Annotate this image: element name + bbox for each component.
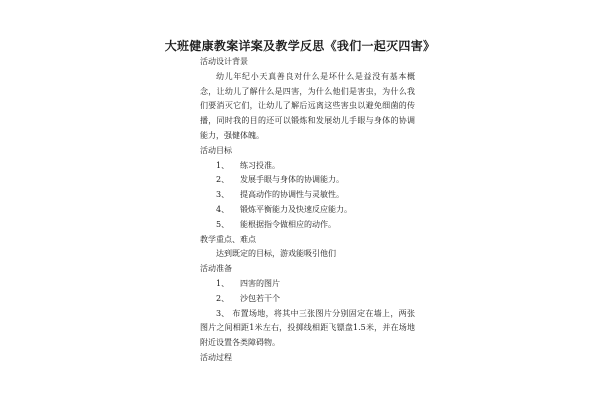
preparation-text: 四害的图片 <box>240 278 280 288</box>
goal-item <box>200 159 415 174</box>
goal-text: 提高动作的协调性与灵敏性。 <box>240 190 344 200</box>
preparation-item <box>200 307 415 351</box>
preparation-number: 2、 <box>216 293 230 303</box>
section-heading-goals: 活动目标 <box>200 145 232 155</box>
section-heading-preparation: 活动准备 <box>200 264 232 274</box>
background-paragraph: 幼儿年纪小天真善良对什么是坏什么是益没有基本概念，让幼儿了解什么是四害，为什么他们是害虫，为什么我们要消灭它们，让幼儿了解后远离这些害虫以避免细菌的传播，同时我的目的还可以锻炼和发展幼儿手眼与身体的协调能力，强健体魄。 <box>200 71 415 140</box>
document-body <box>200 55 415 366</box>
goal-number: 1、 <box>216 160 230 170</box>
section-heading-background: 活动设计背景 <box>200 57 248 66</box>
goal-text: 锻炼平衡能力及快速反应能力。 <box>240 204 352 214</box>
goal-number: 4、 <box>216 204 230 214</box>
goal-item <box>200 203 415 218</box>
goal-text: 发展手眼与身体的协调能力。 <box>240 175 344 185</box>
goal-item <box>200 173 415 188</box>
goal-text: 能根据指令做相应的动作。 <box>240 219 336 229</box>
section-heading-process: 活动过程 <box>200 352 232 362</box>
goal-item <box>200 218 415 233</box>
preparation-number: 3、 <box>216 308 230 318</box>
preparation-number: 1、 <box>216 278 230 288</box>
preparation-item <box>200 292 415 307</box>
document-title: 大班健康教案详案及教学反思《我们一起灭四害》 <box>164 39 436 53</box>
goal-number: 3、 <box>216 190 230 200</box>
preparation-item <box>200 277 415 292</box>
goal-number: 2、 <box>216 175 230 185</box>
preparation-text: 沙包若干个 <box>240 293 280 303</box>
goal-item <box>200 188 415 203</box>
section-heading-key-points: 教学重点、难点 <box>200 234 256 244</box>
key-points-text: 达到既定的目标，游戏能吸引他们 <box>216 249 336 259</box>
preparation-text: 布置场地，将其中三张图片分别固定在墙上，两张图片之间相距1米左右，投掷线相距飞镖盘1.5米，并在场地附近设置各类障碍物。 <box>200 308 415 348</box>
goal-text: 练习投准。 <box>240 160 280 170</box>
goal-number: 5、 <box>216 219 230 229</box>
